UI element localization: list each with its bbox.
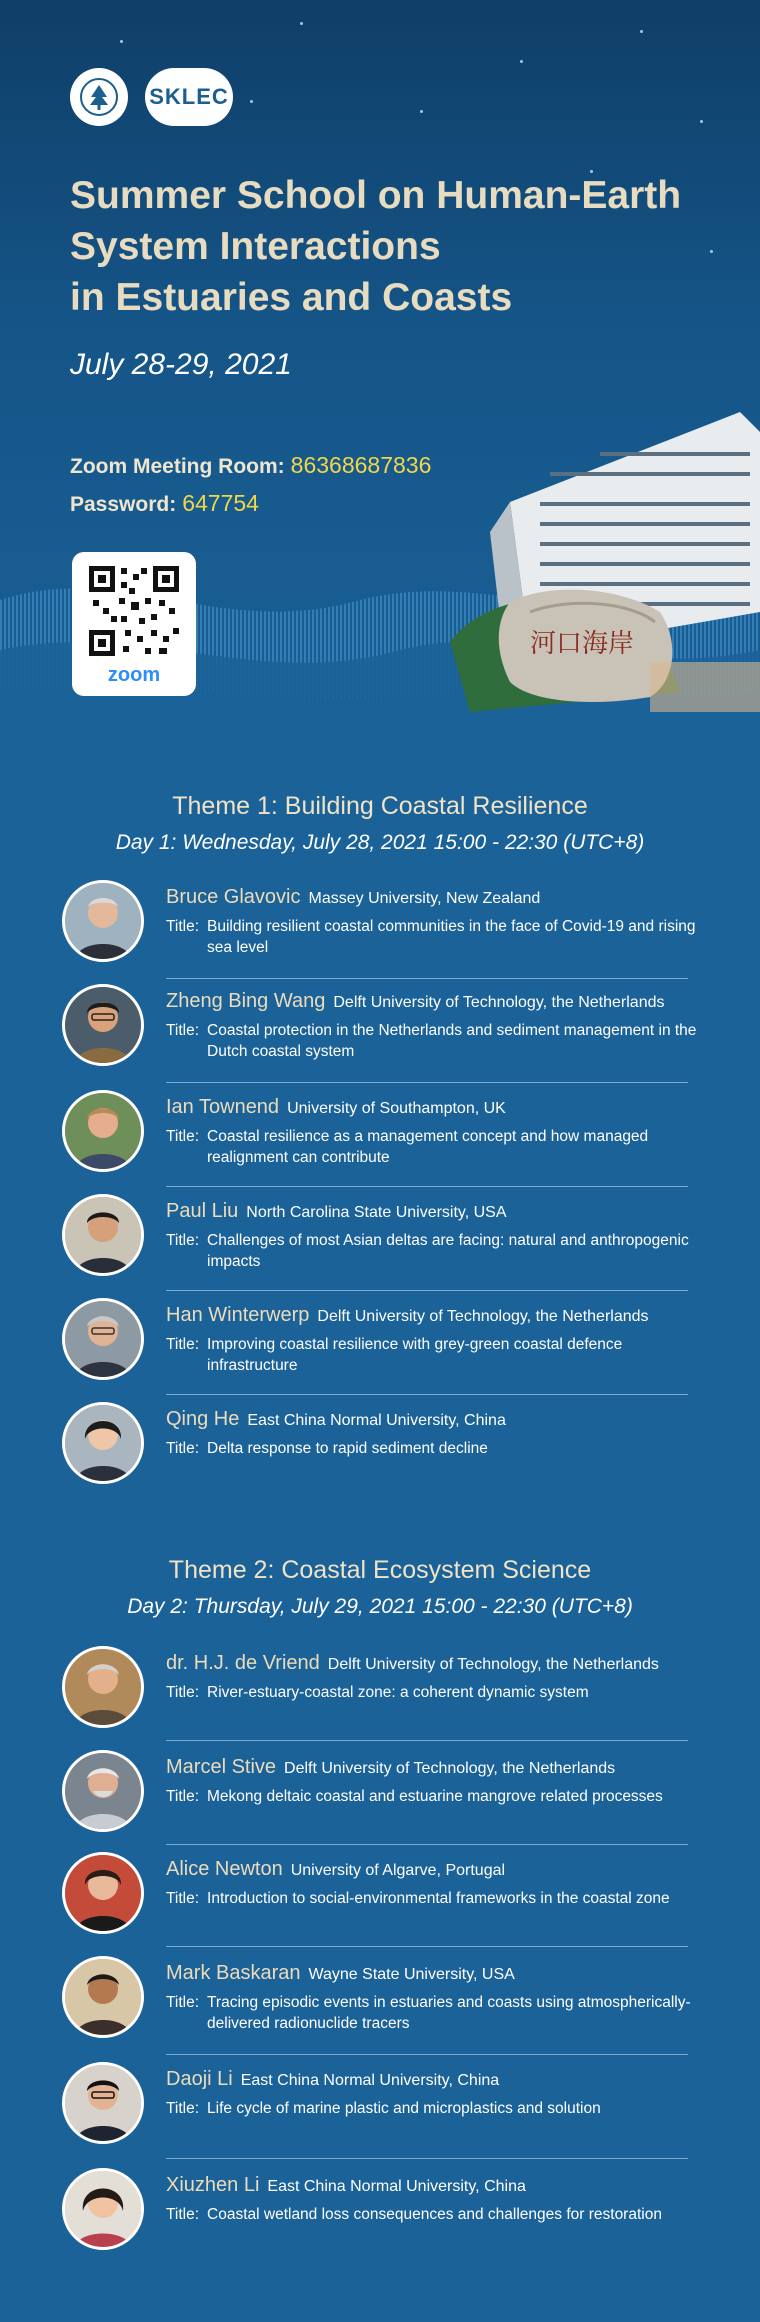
talk-title-label: Title: bbox=[166, 1890, 200, 1907]
speaker-affiliation: Massey University, New Zealand bbox=[308, 890, 541, 907]
star bbox=[250, 100, 253, 103]
speaker-affiliation: East China Normal University, China bbox=[247, 1412, 506, 1429]
theme-2-title: Theme 2: Coastal Ecosystem Science bbox=[168, 1556, 592, 1584]
zoom-room-label: Zoom Meeting Room bbox=[70, 455, 278, 478]
speaker-avatar bbox=[62, 2168, 144, 2250]
speaker-name: Qing He bbox=[166, 1408, 240, 1430]
speaker-avatar bbox=[62, 880, 144, 962]
event-date: July 28-29, 2021 bbox=[70, 348, 292, 381]
talk-title-label: Title: bbox=[166, 1994, 200, 2011]
talk-title: Coastal wetland loss consequences and challenges for restoration bbox=[207, 2206, 662, 2223]
title-line: in Estuaries and Coasts bbox=[70, 276, 513, 319]
speaker-avatar bbox=[62, 1298, 144, 1380]
talk-title-label: Title: bbox=[166, 1336, 200, 1353]
divider bbox=[166, 2054, 688, 2055]
speaker-avatar bbox=[62, 2062, 144, 2144]
zoom-label: zoom bbox=[107, 664, 161, 686]
divider bbox=[166, 1082, 688, 1083]
talk-title-label: Title: bbox=[166, 1022, 200, 1039]
speaker-card bbox=[62, 1194, 702, 1294]
hero-banner bbox=[0, 0, 760, 740]
speaker-affiliation: East China Normal University, China bbox=[240, 2072, 500, 2089]
rock-inscription: 河口海岸 bbox=[530, 629, 635, 659]
speaker-card bbox=[62, 984, 702, 1084]
speaker-name: Mark Baskaran bbox=[166, 1962, 301, 1984]
talk-title-label: Title: bbox=[166, 1232, 200, 1249]
star bbox=[120, 40, 123, 43]
speaker-affiliation: University of Southampton, UK bbox=[287, 1100, 506, 1117]
divider bbox=[166, 1946, 688, 1947]
talk-title-label: Title: bbox=[166, 1788, 200, 1805]
divider bbox=[166, 2158, 688, 2159]
divider bbox=[166, 1844, 688, 1845]
speaker-affiliation: Delft University of Technology, the Netherlands bbox=[333, 994, 665, 1011]
speaker-name: Marcel Stive bbox=[166, 1756, 277, 1778]
talk-title: Life cycle of marine plastic and microplastics and solution bbox=[207, 2100, 601, 2117]
colon: : bbox=[277, 455, 285, 478]
page-title bbox=[70, 170, 730, 323]
speaker-card bbox=[62, 1402, 702, 1502]
star bbox=[300, 22, 303, 25]
speaker-name: Daoji Li bbox=[166, 2068, 233, 2090]
title-line: Summer School on Human-Earth bbox=[70, 174, 682, 217]
speaker-avatar bbox=[62, 1194, 144, 1276]
speaker-avatar bbox=[62, 1646, 144, 1728]
star bbox=[420, 110, 423, 113]
speaker-name: Zheng Bing Wang bbox=[166, 990, 326, 1012]
talk-title: Building resilient coastal communities in the face of Covid-19 and rising sea level bbox=[207, 918, 696, 956]
speaker-card bbox=[62, 1852, 702, 1952]
divider bbox=[166, 1740, 688, 1741]
speaker-card bbox=[62, 1750, 702, 1850]
theme-1-day: Day 1: Wednesday, July 28, 2021 15:00 - 22:30 (UTC+8) bbox=[115, 831, 645, 854]
speaker-avatar bbox=[62, 1956, 144, 2038]
password-value[interactable]: 647754 bbox=[182, 490, 259, 516]
speaker-affiliation: Delft University of Technology, the Netherlands bbox=[317, 1308, 649, 1325]
title-line: System Interactions bbox=[70, 225, 441, 268]
talk-title: Coastal protection in the Netherlands and sediment management in the Dutch coastal system bbox=[207, 1022, 697, 1060]
speaker-affiliation: Delft University of Technology, the Netherlands bbox=[284, 1760, 616, 1777]
zoom-room-number[interactable]: 86368687836 bbox=[290, 452, 432, 478]
speaker-affiliation: North Carolina State University, USA bbox=[246, 1204, 507, 1221]
talk-title: Introduction to social-environmental frameworks in the coastal zone bbox=[207, 1890, 670, 1907]
theme-1-title: Theme 1: Building Coastal Resilience bbox=[172, 792, 588, 820]
qr-code-icon bbox=[89, 566, 179, 656]
password-label: Password bbox=[70, 493, 170, 516]
speaker-card bbox=[62, 1956, 702, 2056]
talk-title: Challenges of most Asian deltas are facing: natural and anthropogenic impacts bbox=[207, 1232, 689, 1270]
speaker-affiliation: Delft University of Technology, the Netherlands bbox=[327, 1656, 659, 1673]
speaker-card bbox=[62, 1090, 702, 1190]
colon: : bbox=[169, 493, 177, 516]
talk-title: Coastal resilience as a management concept and how managed realignment can contribute bbox=[207, 1128, 649, 1166]
speaker-card bbox=[62, 2168, 702, 2268]
talk-title-label: Title: bbox=[166, 1128, 200, 1145]
talk-title: Tracing episodic events in estuaries and coasts using atmospherically-delivered radionuclide tracers bbox=[207, 1994, 691, 2032]
speaker-name: Xiuzhen Li bbox=[166, 2174, 260, 2196]
speaker-name: Paul Liu bbox=[166, 1200, 239, 1222]
talk-title-label: Title: bbox=[166, 2100, 200, 2117]
speaker-card bbox=[62, 1298, 702, 1398]
password-row bbox=[70, 490, 259, 517]
speaker-card bbox=[62, 880, 702, 980]
speaker-avatar bbox=[62, 984, 144, 1066]
star bbox=[520, 60, 523, 63]
speaker-avatar bbox=[62, 1090, 144, 1172]
sklec-logo: SKLEC bbox=[145, 68, 233, 126]
speaker-affiliation: East China Normal University, China bbox=[267, 2178, 526, 2195]
theme-2-day: Day 2: Thursday, July 29, 2021 15:00 - 22:30 (UTC+8) bbox=[127, 1595, 633, 1618]
speaker-name: dr. H.J. de Vriend bbox=[166, 1652, 320, 1674]
speaker-avatar bbox=[62, 1402, 144, 1484]
talk-title: Delta response to rapid sediment decline bbox=[207, 1440, 488, 1457]
talk-title-label: Title: bbox=[166, 1440, 200, 1457]
zoom-qr-code[interactable] bbox=[72, 552, 196, 696]
speaker-name: Alice Newton bbox=[166, 1858, 283, 1880]
talk-title-label: Title: bbox=[166, 1684, 200, 1701]
zoom-room-row bbox=[70, 452, 431, 479]
star bbox=[640, 30, 643, 33]
speaker-affiliation: University of Algarve, Portugal bbox=[290, 1862, 506, 1879]
talk-title: Mekong deltaic coastal and estuarine mangrove related processes bbox=[207, 1788, 663, 1805]
campus-building-illustration bbox=[450, 412, 760, 712]
talk-title-label: Title: bbox=[166, 918, 200, 935]
speaker-name: Bruce Glavovic bbox=[166, 886, 301, 908]
star bbox=[700, 120, 703, 123]
speaker-affiliation: Wayne State University, USA bbox=[308, 1966, 515, 1983]
divider bbox=[166, 1290, 688, 1291]
speaker-avatar bbox=[62, 1852, 144, 1934]
speaker-avatar bbox=[62, 1750, 144, 1832]
speaker-name: Ian Townend bbox=[166, 1096, 280, 1118]
talk-title-label: Title: bbox=[166, 2206, 200, 2223]
divider bbox=[166, 978, 688, 979]
speaker-name: Han Winterwerp bbox=[166, 1304, 310, 1326]
divider bbox=[166, 1186, 688, 1187]
speaker-card bbox=[62, 2062, 702, 2162]
talk-title: River-estuary-coastal zone: a coherent dynamic system bbox=[207, 1684, 589, 1701]
talk-title: Improving coastal resilience with grey-green coastal defence infrastructure bbox=[207, 1336, 623, 1374]
university-logo bbox=[70, 68, 128, 126]
speaker-card bbox=[62, 1646, 702, 1746]
divider bbox=[166, 1394, 688, 1395]
